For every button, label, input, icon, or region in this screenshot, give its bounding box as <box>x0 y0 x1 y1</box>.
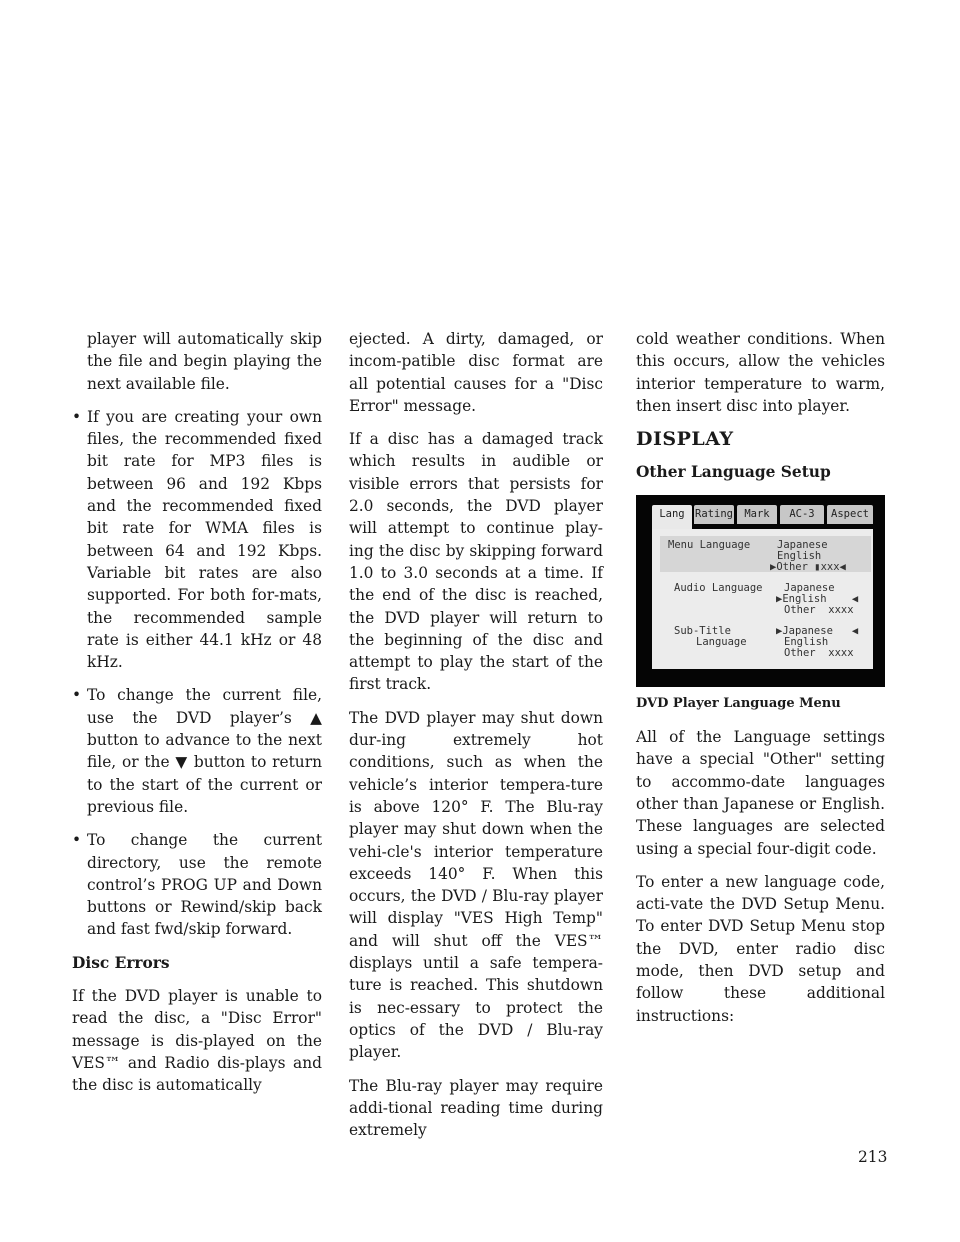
tab-bar <box>652 505 873 529</box>
audio-language-option: Other xxxx <box>784 603 854 616</box>
other-language-heading: Other Language Setup <box>636 463 831 482</box>
column-2 <box>349 328 603 1152</box>
column-1 <box>72 328 322 1108</box>
paragraph-enter-code: To enter a new language code, acti-vate the DVD Setup Menu. To enter DVD Setup Menu stop the DVD, enter radio disc mode, then DVD setup and follow these additional instructions: <box>636 872 885 1025</box>
audio-language-option: ▶English ◀ <box>776 592 859 605</box>
bullet-icon: • <box>72 407 82 426</box>
bullet-icon: • <box>72 686 82 705</box>
list-item <box>72 406 322 674</box>
dvd-language-menu-figure <box>636 495 885 687</box>
tab-lang: Lang <box>652 505 692 529</box>
disc-errors-heading: Disc Errors <box>72 953 170 972</box>
tab-rating: Rating <box>694 505 734 524</box>
paragraph-ejected: ejected. A dirty, damaged, or incom-patible disc format are all potential causes for a "Disc Error" message. <box>349 330 603 415</box>
menu-language-option: ▶Other ▮xxx◀ <box>770 560 846 573</box>
paragraph-hot-conditions: The DVD player may shut down dur-ing extremely hot conditions, such as when the vehicle’s interior tempera-ture is above 120° F. The Blu-ray player may shut down when the vehi-cle's interior temperature exceeds 140° F. When this occurs, the DVD / Blu-ray player will display "VES High Temp" and will shut off the VES™ displays until a safe tempera-ture is reached. This shutdown is nec-essary to protect the optics of the DVD / Blu-ray player. <box>349 708 603 1062</box>
subtitle-option: ▶Japanese ◀ <box>776 624 859 637</box>
bullet-list <box>72 406 322 941</box>
list-item-text: To change the current file, use the DVD player’s ▲ button to advance to the next file, or the ▼ button to return to the start of the current or previous file. <box>87 686 322 816</box>
list-item <box>72 684 322 818</box>
subtitle-label: Sub-Title <box>674 624 731 637</box>
paragraph-bluray-reading: The Blu-ray player may require addi-tional reading time during extremely <box>349 1076 603 1140</box>
page-number: 213 <box>858 1148 888 1166</box>
list-item <box>72 829 322 940</box>
audio-language-label: Audio Language <box>674 581 763 594</box>
tab-aspect: Aspect <box>827 505 873 524</box>
audio-language-option: Japanese <box>784 581 835 594</box>
paragraph-damaged-track: If a disc has a damaged track which results in audible or visible errors that persists for 2.0 seconds, the DVD player will attempt to continue play-ing the disc by skipping forward 1.0 to 3.0 seconds at a time. If the end of the disc is reached, the DVD player will return to the beginning of the disc and attempt to play the start of the first track. <box>349 430 603 694</box>
list-item-text: If you are creating your own files, the recommended fixed bit rate for MP3 files is between 96 and 192 Kbps and the recommended fixed bit rate for WMA files is between 64 and 192 Kbps. Variable bit rates are also supported. For both for-mats, the recommended sample rate is either 44.1 kHz or 48 kHz. <box>87 407 322 672</box>
menu-language-label: Menu Language <box>668 538 751 551</box>
menu-language-option: English <box>777 549 822 562</box>
tab-mark: Mark <box>737 505 777 524</box>
subtitle-label-line2: Language <box>696 635 747 648</box>
settings-panel <box>652 529 873 669</box>
column-3 <box>636 328 885 1038</box>
paragraph-cold-weather: cold weather conditions. When this occurs, allow the vehicles interior temperature to warm, then insert disc into player. <box>636 330 885 415</box>
subtitle-option: English <box>784 635 829 648</box>
list-item-text: To change the current directory, use the remote control’s PROG UP and Down buttons or Rewind/skip back and fast fwd/skip forward. <box>87 831 322 939</box>
paragraph-skip-file: player will automatically skip the file and begin playing the next available file. <box>87 330 322 393</box>
menu-language-option: Japanese <box>777 538 828 551</box>
tab-ac3: AC-3 <box>780 505 824 524</box>
paragraph-disc-errors: If the DVD player is unable to read the disc, a "Disc Error" message is dis-played on the VES™ and Radio dis-plays and the disc is automatically <box>72 987 322 1095</box>
section-title: DISPLAY <box>636 428 734 451</box>
bullet-icon: • <box>72 831 82 850</box>
subtitle-option: Other xxxx <box>784 646 854 659</box>
paragraph-other-setting: All of the Language settings have a special "Other" setting to accommo-date languages other than Japanese or English. These languages are selected using a special four-digit code. <box>636 728 885 858</box>
figure-caption: DVD Player Language Menu <box>636 695 841 711</box>
